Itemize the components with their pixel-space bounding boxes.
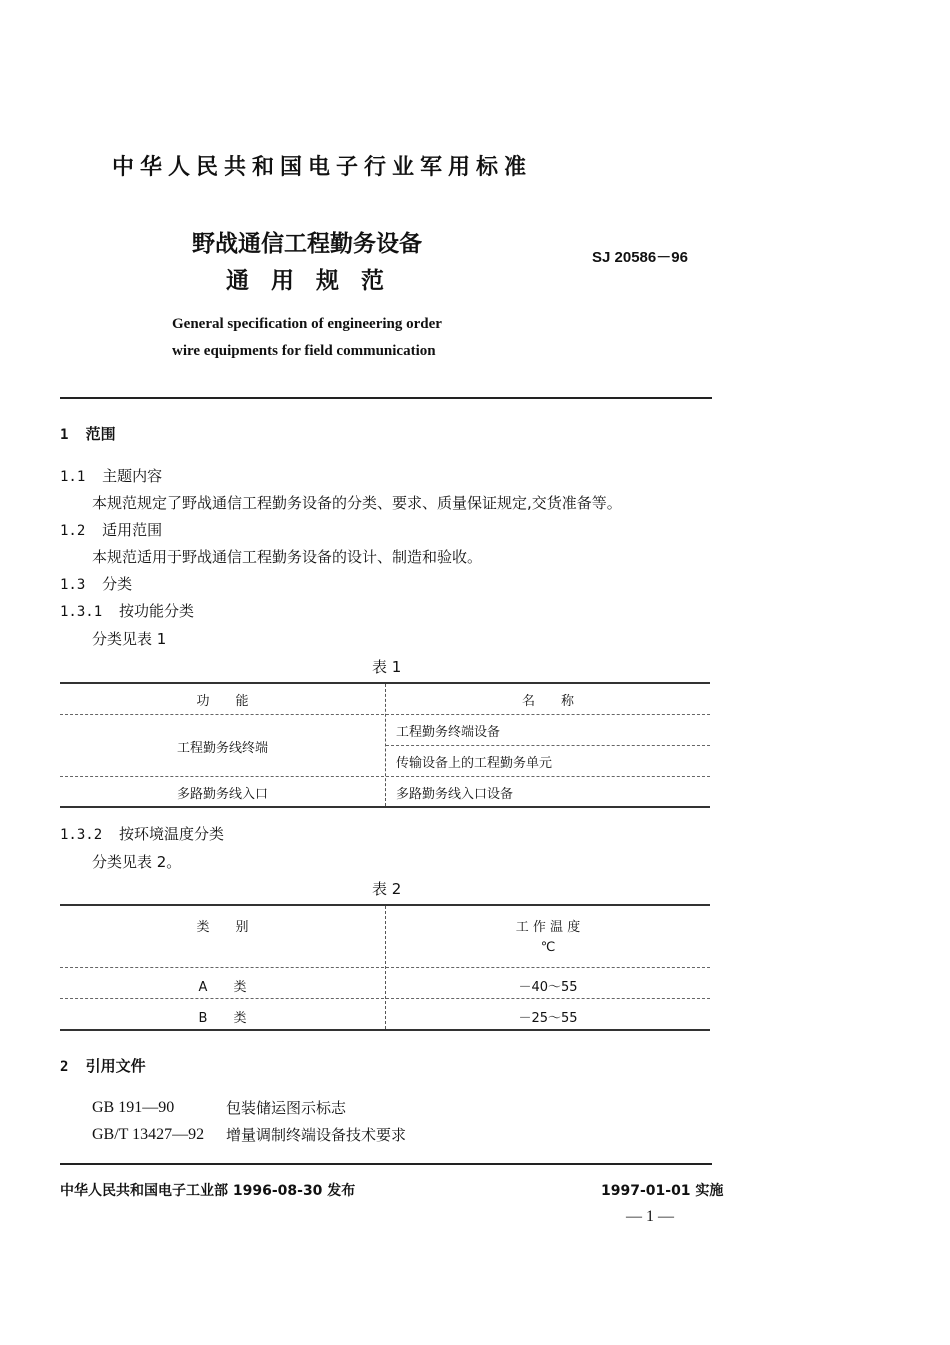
standard-code: SJ 20586－96 <box>592 249 688 266</box>
section-1-3-1-heading: 1.3.1 按功能分类 <box>60 602 194 620</box>
table-2-bottom-rule <box>60 1029 710 1031</box>
table-2-header-temperature: 工 作 温 度 <box>515 920 581 935</box>
table-2-caption: 表 2 <box>372 880 402 898</box>
reference-item <box>92 1124 204 1144</box>
table-1-row-1-inner-rule <box>386 745 710 746</box>
reference-code: GB 191—90 <box>92 1099 175 1116</box>
table-2-column-divider <box>385 906 386 1029</box>
table-2-header-unit: ℃ <box>540 940 556 955</box>
table-1-row-1-function: 工程勤务线终端 <box>176 741 268 756</box>
table-1-row-2-function: 多路勤务线入口 <box>176 787 268 802</box>
table-1-header-function: 功 能 <box>196 694 249 709</box>
section-1-3-2-text: 分类见表 2。 <box>92 853 182 871</box>
table-2-header-category: 类 别 <box>196 920 249 935</box>
footer-divider <box>60 1163 712 1165</box>
english-title-line-1: General specification of engineering order <box>172 316 442 332</box>
table-1-header-name: 名 称 <box>521 694 574 709</box>
table-1-row-1-name-2: 传输设备上的工程勤务单元 <box>396 756 553 771</box>
section-1-3-1-text: 分类见表 1 <box>92 630 167 648</box>
standard-category: 中华人民共和国电子行业军用标准 <box>112 155 533 180</box>
reference-code: GB/T 13427—92 <box>92 1126 205 1143</box>
reference-title: 增量调制终端设备技术要求 <box>226 1126 407 1144</box>
table-1-row-2-name-1: 多路勤务线入口设备 <box>396 787 514 802</box>
section-1-1-text: 本规范规定了野战通信工程勤务设备的分类、要求、质量保证规定,交货准备等。 <box>92 494 622 512</box>
header-divider <box>60 397 712 399</box>
table-1-caption: 表 1 <box>372 658 402 676</box>
page-number: — 1 — <box>626 1208 674 1225</box>
section-1-1-heading: 1.1 主题内容 <box>60 467 163 485</box>
section-1-2-heading: 1.2 适用范围 <box>60 521 163 539</box>
section-2-heading: 2 引用文件 <box>60 1057 146 1075</box>
table-1-bottom-rule <box>60 806 710 808</box>
title-line-2: 通用规范 <box>226 268 406 294</box>
section-1-heading: 1 范围 <box>60 425 116 443</box>
table-1-row-1-name-1: 工程勤务终端设备 <box>396 725 501 740</box>
issue-date: 中华人民共和国电子工业部 1996-08-30 发布 <box>60 1183 356 1199</box>
english-title-line-2: wire equipments for field communication <box>172 343 436 359</box>
table-2-row-2-range: －25～55 <box>518 1011 578 1026</box>
effective-date: 1997-01-01 实施 <box>601 1183 724 1199</box>
table-2-row-2-category: B 类 <box>198 1011 247 1026</box>
reference-item <box>92 1097 174 1117</box>
section-1-2-text: 本规范适用于野战通信工程勤务设备的设计、制造和验收。 <box>92 548 483 566</box>
section-1-3-2-heading: 1.3.2 按环境温度分类 <box>60 825 224 843</box>
title-line-1: 野战通信工程勤务设备 <box>192 231 422 257</box>
reference-title: 包装储运图示标志 <box>226 1099 347 1117</box>
table-2-row-1-range: －40～55 <box>518 980 578 995</box>
section-1-3-heading: 1.3 分类 <box>60 575 133 593</box>
table-2-row-1-category: A 类 <box>198 980 247 995</box>
table-1-column-divider <box>385 684 386 806</box>
